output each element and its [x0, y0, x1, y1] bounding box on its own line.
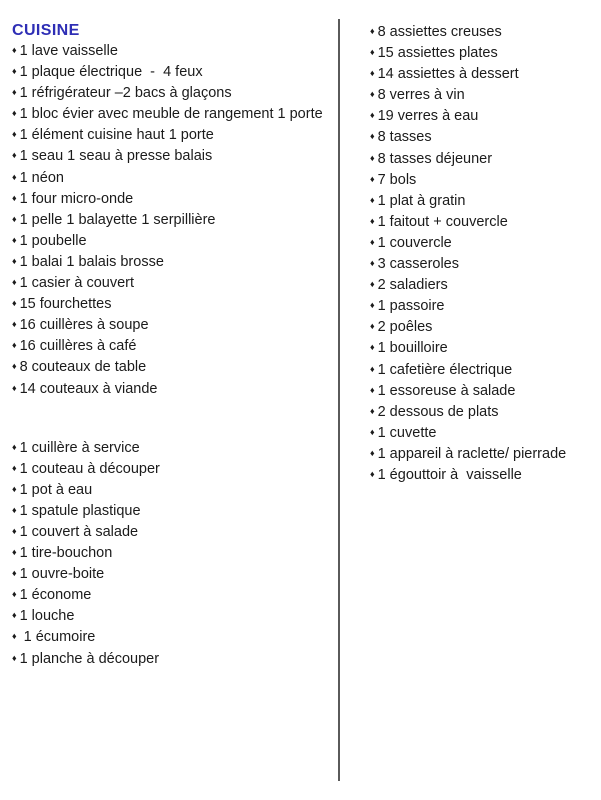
diamond-bullet-icon: ♦: [12, 255, 17, 266]
list-item: [12, 252, 336, 273]
diamond-bullet-icon: ♦: [12, 547, 17, 558]
list-item: [12, 459, 336, 480]
list-item: [12, 83, 336, 104]
diamond-bullet-icon: ♦: [370, 321, 375, 332]
diamond-bullet-icon: ♦: [370, 110, 375, 121]
item-label: 1 plat à gratin: [377, 192, 466, 209]
diamond-bullet-icon: ♦: [12, 171, 17, 182]
item-label: 1 poubelle: [19, 232, 87, 249]
list-item: [12, 564, 336, 585]
item-label: 1 essoreuse à salade: [377, 382, 516, 399]
item-label: 1 spatule plastique: [19, 502, 141, 519]
diamond-bullet-icon: ♦: [12, 277, 17, 288]
list-item: [370, 402, 598, 423]
list-item: [12, 501, 336, 522]
diamond-bullet-icon: ♦: [12, 361, 17, 372]
list-group-gap: [12, 400, 336, 438]
item-label: 3 casseroles: [377, 256, 459, 273]
page-title: CUISINE: [12, 22, 80, 39]
item-label: 7 bols: [377, 171, 417, 188]
item-label: 1 passoire: [377, 298, 445, 315]
diamond-bullet-icon: ♦: [12, 340, 17, 351]
list-item: [12, 189, 336, 210]
list-item: [370, 170, 598, 191]
list-item: [12, 438, 336, 459]
list-item: [12, 480, 336, 501]
kitchen-equipment-list: [12, 41, 336, 400]
item-label: 1 économe: [19, 587, 92, 604]
item-label: 1 pelle 1 balayette 1 serpillière: [19, 211, 216, 228]
item-label: 1 cuvette: [377, 424, 437, 441]
item-label: 1 couvercle: [377, 234, 452, 251]
list-item: [12, 315, 336, 336]
item-label: 1 bloc évier avec meuble de rangement 1 porte: [19, 106, 323, 123]
diamond-bullet-icon: ♦: [12, 589, 17, 600]
diamond-bullet-icon: ♦: [370, 68, 375, 79]
list-item: [370, 191, 598, 212]
item-label: 15 fourchettes: [19, 296, 112, 313]
list-item: [370, 254, 598, 275]
list-item: [12, 231, 336, 252]
list-item: [370, 233, 598, 254]
diamond-bullet-icon: ♦: [12, 87, 17, 98]
item-label: 1 égouttoir à vaisselle: [377, 466, 522, 483]
item-label: 8 tasses déjeuner: [377, 150, 493, 167]
diamond-bullet-icon: ♦: [370, 131, 375, 142]
list-item: [370, 127, 598, 148]
item-label: 1 cafetière électrique: [377, 361, 513, 378]
list-item: [12, 168, 336, 189]
list-item: [370, 338, 598, 359]
list-item: [12, 210, 336, 231]
item-label: 1 couteau à découper: [19, 460, 160, 477]
diamond-bullet-icon: ♦: [12, 45, 17, 55]
diamond-bullet-icon: ♦: [12, 441, 17, 452]
kitchen-utensils-list: [12, 438, 336, 670]
list-item: [370, 43, 598, 64]
diamond-bullet-icon: ♦: [370, 215, 375, 226]
item-label: 8 assiettes creuses: [377, 24, 502, 40]
list-item: [12, 627, 336, 648]
item-label: 1 bouilloire: [377, 340, 448, 357]
list-item: [12, 294, 336, 315]
diamond-bullet-icon: ♦: [12, 129, 17, 140]
item-label: 8 tasses: [377, 129, 432, 146]
diamond-bullet-icon: ♦: [12, 462, 17, 473]
item-label: 1 lave vaisselle: [19, 43, 118, 59]
diamond-bullet-icon: ♦: [370, 300, 375, 311]
diamond-bullet-icon: ♦: [370, 342, 375, 353]
item-label: 1 élément cuisine haut 1 porte: [19, 127, 214, 144]
left-column: [12, 20, 336, 670]
list-item: [370, 360, 598, 381]
list-item: [370, 317, 598, 338]
item-label: 2 saladiers: [377, 277, 448, 294]
list-item: [12, 41, 336, 62]
list-item: [12, 606, 336, 627]
diamond-bullet-icon: ♦: [370, 26, 375, 36]
list-item: [12, 146, 336, 167]
diamond-bullet-icon: ♦: [12, 66, 17, 77]
item-label: 1 néon: [19, 169, 64, 186]
list-item: [370, 423, 598, 444]
item-label: 1 tire-bouchon: [19, 545, 113, 562]
item-label: 1 louche: [19, 608, 75, 625]
list-item: [12, 522, 336, 543]
diamond-bullet-icon: ♦: [370, 447, 375, 458]
diamond-bullet-icon: ♦: [12, 483, 17, 494]
list-item: [12, 62, 336, 83]
diamond-bullet-icon: ♦: [12, 108, 17, 119]
diamond-bullet-icon: ♦: [370, 173, 375, 184]
diamond-bullet-icon: ♦: [370, 194, 375, 205]
item-label: 8 couteaux de table: [19, 359, 147, 376]
diamond-bullet-icon: ♦: [370, 363, 375, 374]
item-label: 1 appareil à raclette/ pierrade: [377, 445, 567, 462]
item-label: 1 planche à découper: [19, 650, 160, 667]
item-label: 19 verres à eau: [377, 108, 479, 125]
right-column: [370, 22, 598, 486]
item-label: 1 pot à eau: [19, 481, 93, 498]
diamond-bullet-icon: ♦: [12, 610, 17, 621]
list-item: [12, 379, 336, 400]
diamond-bullet-icon: ♦: [12, 504, 17, 515]
item-label: 2 poêles: [377, 319, 433, 336]
diamond-bullet-icon: ♦: [370, 152, 375, 163]
item-label: 1 seau 1 seau à presse balais: [19, 148, 213, 165]
list-item: [370, 85, 598, 106]
item-label: 1 écumoire: [19, 629, 96, 646]
diamond-bullet-icon: ♦: [370, 47, 375, 58]
list-item: [370, 106, 598, 127]
diamond-bullet-icon: ♦: [370, 384, 375, 395]
item-label: 15 assiettes plates: [377, 45, 498, 62]
list-item: [12, 649, 336, 670]
item-label: 1 ouvre-boite: [19, 566, 105, 583]
list-item: [370, 212, 598, 233]
list-item: [12, 585, 336, 606]
diamond-bullet-icon: ♦: [12, 298, 17, 309]
diamond-bullet-icon: ♦: [370, 236, 375, 247]
list-item: [12, 104, 336, 125]
diamond-bullet-icon: ♦: [12, 319, 17, 330]
diamond-bullet-icon: ♦: [370, 89, 375, 100]
diamond-bullet-icon: ♦: [370, 405, 375, 416]
diamond-bullet-icon: ♦: [12, 213, 17, 224]
item-label: 1 cuillère à service: [19, 439, 140, 456]
item-label: 8 verres à vin: [377, 87, 465, 104]
diamond-bullet-icon: ♦: [12, 382, 17, 393]
list-item: [370, 296, 598, 317]
diamond-bullet-icon: ♦: [12, 631, 17, 642]
item-label: 1 balai 1 balais brosse: [19, 253, 164, 270]
list-item: [370, 64, 598, 85]
item-label: 1 four micro-onde: [19, 190, 134, 207]
item-label: 16 cuillères à café: [19, 338, 137, 355]
list-item: [370, 381, 598, 402]
diamond-bullet-icon: ♦: [12, 652, 17, 663]
item-label: 2 dessous de plats: [377, 403, 499, 420]
diamond-bullet-icon: ♦: [12, 234, 17, 245]
diamond-bullet-icon: ♦: [12, 150, 17, 161]
item-label: 1 faitout + couvercle: [377, 213, 508, 230]
diamond-bullet-icon: ♦: [370, 468, 375, 479]
list-item: [370, 275, 598, 296]
item-label: 14 assiettes à dessert: [377, 66, 519, 83]
diamond-bullet-icon: ♦: [370, 258, 375, 269]
column-divider-line: [338, 19, 340, 781]
item-label: 14 couteaux à viande: [19, 380, 158, 397]
list-item: [12, 125, 336, 146]
item-label: 1 plaque électrique - 4 feux: [19, 64, 203, 81]
diamond-bullet-icon: ♦: [12, 192, 17, 203]
item-label: 1 couvert à salade: [19, 523, 139, 540]
diamond-bullet-icon: ♦: [370, 426, 375, 437]
list-item: [12, 357, 336, 378]
tableware-list: [370, 22, 598, 486]
list-item: [370, 149, 598, 170]
item-label: 1 casier à couvert: [19, 275, 135, 292]
list-item: [370, 444, 598, 465]
list-item: [370, 465, 598, 486]
list-item: [12, 543, 336, 564]
item-label: 1 réfrigérateur –2 bacs à glaçons: [19, 85, 232, 102]
list-item: [12, 336, 336, 357]
list-item: [12, 273, 336, 294]
diamond-bullet-icon: ♦: [12, 568, 17, 579]
diamond-bullet-icon: ♦: [370, 279, 375, 290]
item-label: 16 cuillères à soupe: [19, 317, 149, 334]
diamond-bullet-icon: ♦: [12, 525, 17, 536]
list-item: [370, 22, 598, 43]
